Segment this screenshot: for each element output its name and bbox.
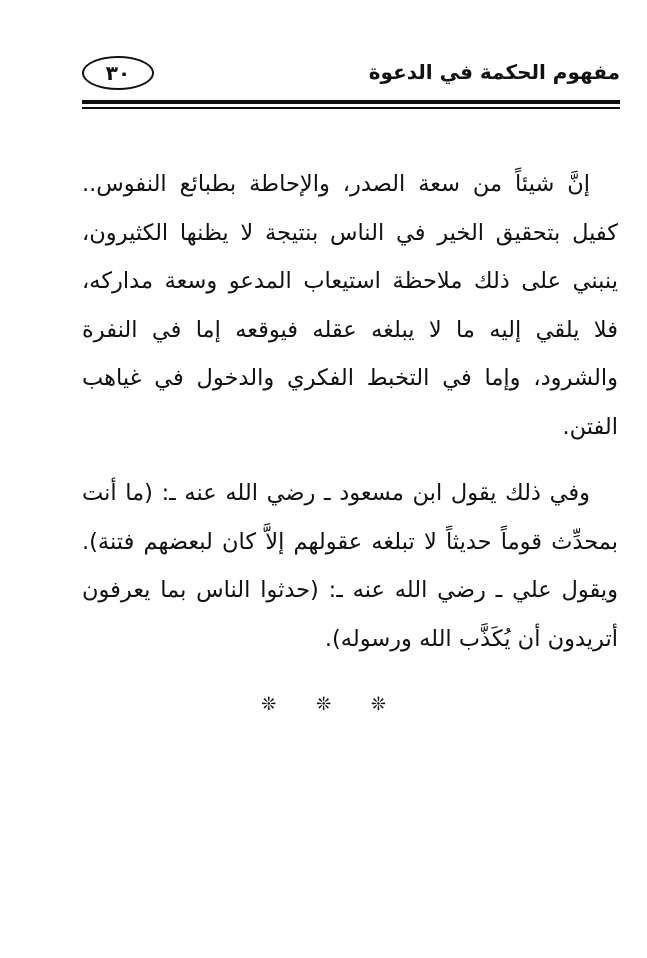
section-separator: ❊ ❊ ❊ <box>261 694 386 715</box>
running-title: مفهوم الحكمة في الدعوة <box>368 60 620 84</box>
header-rule-thin <box>82 107 620 109</box>
header-rule-thick <box>82 100 620 104</box>
page-number: ٣٠ <box>82 56 154 90</box>
body-text <box>82 160 618 663</box>
paragraph-2: وفي ذلك يقول ابن مسعود ـ رضي الله عنه ـ: (ما أنت بمحدِّث قوماً حديثاً لا تبلغه عقولهم إلاَّ كان لبعضهم فتنة). ويقول علي ـ رضي الله عنه ـ: (حدثوا الناس بما يعرفون أتريدون أن يُكَذَّب الله ورسوله). <box>82 480 618 652</box>
page-header <box>82 54 620 98</box>
paragraph-1: إنَّ شيئاً من سعة الصدر، والإحاطة بطبائع النفوس.. كفيل بتحقيق الخير في الناس بنتيجة لا يظنها الكثيرون، ينبني على ذلك ملاحظة استيعاب المدعو وسعة مداركه، فلا يلقي إليه ما لا يبلغه عقله فيوقعه إما في النفرة والشرود، وإما في التخبط الفكري والدخول في غياهب الفتن. <box>82 171 618 440</box>
